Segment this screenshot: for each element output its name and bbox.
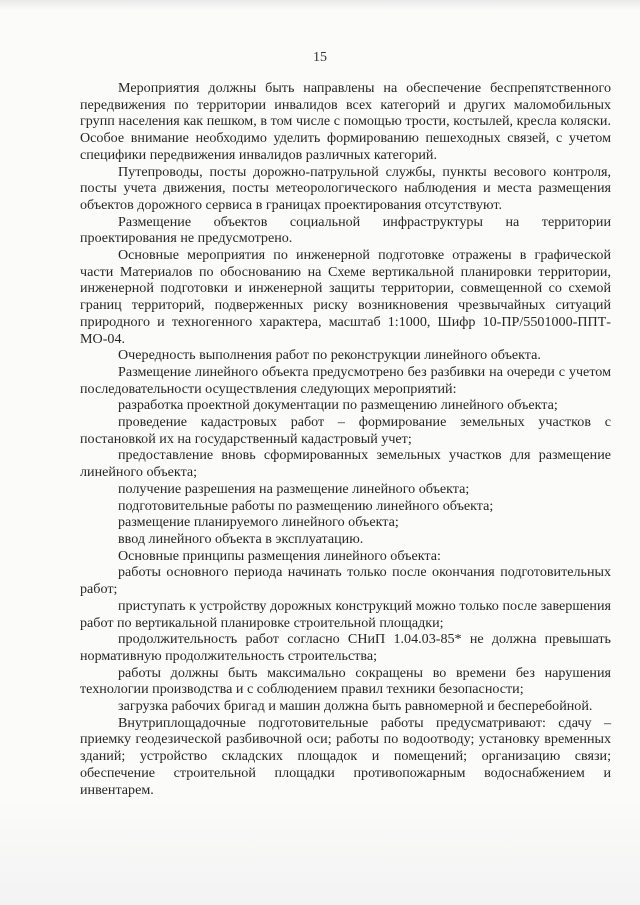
list-item: размещение планируемого линейного объекта; xyxy=(118,514,399,531)
list-item: проведение кадастровых работ – формирование земельных участков с постановкой их на государственный кадастровый учет; xyxy=(80,414,611,447)
paragraph: Размещение объектов социальной инфраструктуры на территории проектирования не предусмотрено. xyxy=(80,213,611,247)
scan-edge-bottom xyxy=(0,798,640,905)
list-item: получение разрешения на размещение линейного объекта; xyxy=(118,480,470,497)
scan-edge-top xyxy=(0,0,640,10)
page-number: 15 xyxy=(313,50,327,65)
list-item: разработка проектной документации по размещению линейного объекта; xyxy=(118,397,558,414)
paragraph: Мероприятия должны быть направлены на обеспечение беспрепятственного передвижения по территории инвалидов всех категорий и других маломобильных групп населения как пешком, в том числе с помощью трости, костылей, кресла коляски. Особое внимание необходимо уделить формированию пешеходных связей, с учетом специфики передвижения инвалидов различных категорий. xyxy=(80,80,611,163)
list-item: ввод линейного объекта в эксплуатацию. xyxy=(118,530,364,547)
paragraph: Очередность выполнения работ по реконструкции линейного объекта. xyxy=(118,347,541,364)
paragraph: Основные принципы размещения линейного объекта: xyxy=(118,547,441,564)
paragraph: Путепроводы, посты дорожно-патрульной службы, пункты весового контроля, посты учета движения, посты метеорологического наблюдения и места размещения объектов дорожного сервиса в границах проектирования отсутствуют. xyxy=(80,163,611,213)
list-item: подготовительные работы по размещению линейного объекта; xyxy=(118,497,494,514)
document-body xyxy=(80,80,611,798)
list-item: продолжительность работ согласно СНиП 1.04.03-85* не должна превышать нормативную продолжительность строительства; xyxy=(80,631,611,664)
list-item: приступать к устройству дорожных конструкций можно только после завершения работ по вертикальной планировке строительной площадки; xyxy=(80,597,611,631)
list-item: предоставление вновь сформированных земельных участков для размещение линейного объекта; xyxy=(80,447,611,481)
list-item: загрузка рабочих бригад и машин должна быть равномерной и бесперебойной. xyxy=(118,698,593,715)
paragraph: Размещение линейного объекта предусмотрено без разбивки на очереди с учетом последовательности осуществления следующих мероприятий: xyxy=(80,363,611,397)
list-item: работы основного периода начинать только после окончания подготовительных работ; xyxy=(80,564,611,598)
paragraph: Основные мероприятия по инженерной подготовке отражены в графической части Материалов по обоснованию на Схеме вертикальной планировки территории, инженерной подготовки и инженерной защиты территории, совмещенной со схемой границ территорий, подверженных риску возникновения чрезвычайных ситуаций природного и техногенного характера, масштаб 1:1000, Шифр 10-ПР/5501000-ППТ-МО-04. xyxy=(80,247,611,347)
list-item: работы должны быть максимально сокращены во времени без нарушения технологии производства и с соблюдением правил техники безопасности; xyxy=(80,664,611,698)
paragraph: Внутриплощадочные подготовительные работы предусматривают: сдачу – приемку геодезической разбивочной оси; работы по водоотводу; установку временных зданий; устройство складских площадок и помещений; организацию связи; обеспечение строительной площадки противопожарным водоснабжением и инвентарем. xyxy=(80,714,611,798)
